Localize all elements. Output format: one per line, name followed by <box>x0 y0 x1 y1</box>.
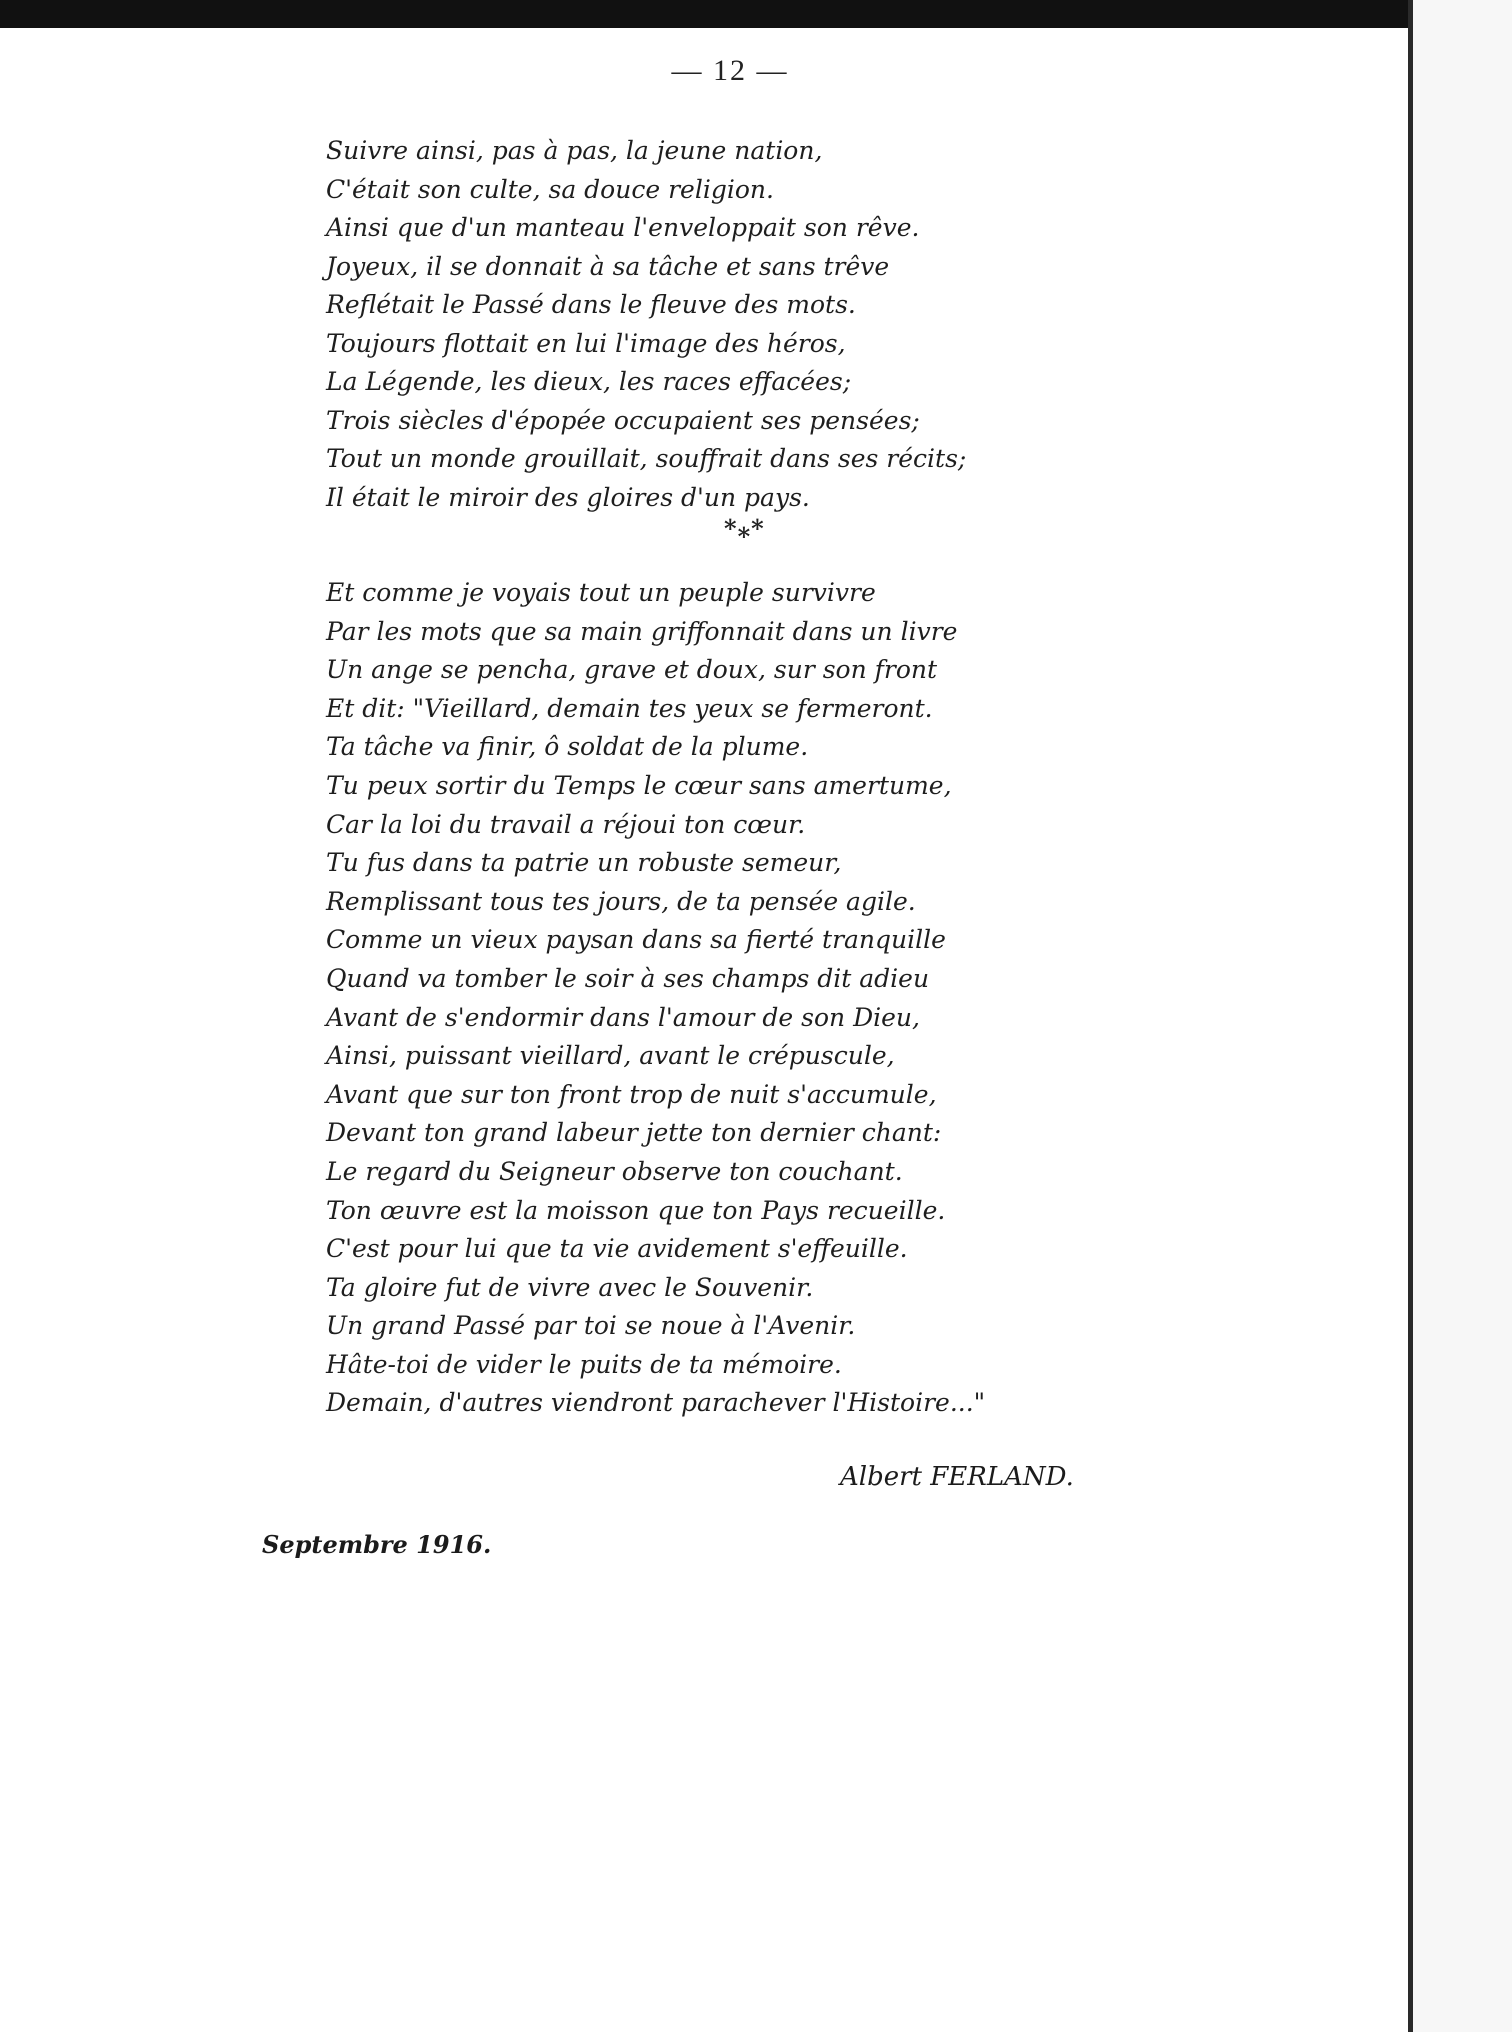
asterism-separator <box>724 514 765 551</box>
poem-line: Ta gloire fut de vivre avec le Souvenir. <box>326 1272 814 1302</box>
asterism-star: * <box>724 514 738 543</box>
poem-line: Tu fus dans ta patrie un robuste semeur, <box>326 848 842 878</box>
scan-top-border <box>0 0 1512 28</box>
poem-line: Tout un monde grouillait, souffrait dans ses récits; <box>326 444 967 473</box>
poem-stanza-2 <box>326 574 985 1423</box>
poem-line: Reflétait le Passé dans le fleuve des mots. <box>326 290 856 319</box>
poem-line: Devant ton grand labeur jette ton dernier chant: <box>326 1118 942 1148</box>
poem-line: Un grand Passé par toi se noue à l'Avenir. <box>326 1311 856 1341</box>
poem-line: Joyeux, il se donnait à sa tâche et sans trêve <box>326 251 890 281</box>
poem-line: Le regard du Seigneur observe ton couchant. <box>326 1156 903 1186</box>
poem-line: Tu peux sortir du Temps le cœur sans amertume, <box>326 770 952 800</box>
poem-line: La Légende, les dieux, les races effacées; <box>326 367 852 396</box>
poem-line: Et comme je voyais tout un peuple survivre <box>326 578 876 607</box>
poem-line: Avant que sur ton front trop de nuit s'accumule, <box>326 1079 937 1109</box>
poem-line: Comme un vieux paysan dans sa fierté tranquille <box>326 925 946 955</box>
scan-right-margin <box>1408 0 1512 2032</box>
author-signature: Albert FERLAND. <box>840 1462 1074 1492</box>
poem-line: Toujours flottait en lui l'image des héros, <box>326 328 846 358</box>
poem-line: Hâte-toi de vider le puits de ta mémoire. <box>326 1349 842 1379</box>
poem-line: Et dit: "Vieillard, demain tes yeux se fermeront. <box>326 693 933 723</box>
asterism-star: * <box>737 522 752 551</box>
poem-line: Avant de s'endormir dans l'amour de son Dieu, <box>326 1002 920 1032</box>
poem-line: C'était son culte, sa douce religion. <box>326 174 774 204</box>
poem-line: C'est pour lui que ta vie avidement s'effeuille. <box>326 1234 908 1264</box>
poem-line: Trois siècles d'épopée occupaient ses pensées; <box>326 405 920 435</box>
poem-line: Suivre ainsi, pas à pas, la jeune nation, <box>326 136 823 165</box>
asterism-star: * <box>751 514 765 543</box>
poem-stanza-1 <box>326 132 966 517</box>
poem-line: Ton œuvre est la moisson que ton Pays recueille. <box>326 1195 946 1225</box>
poem-line: Remplissant tous tes jours, de ta pensée agile. <box>326 886 916 916</box>
poem-line: Car la loi du travail a réjoui ton cœur. <box>326 809 806 839</box>
page-number: — 12 — <box>671 54 789 87</box>
poem-line: Il était le miroir des gloires d'un pays. <box>326 482 810 512</box>
poem-line: Un ange se pencha, grave et doux, sur son front <box>326 655 938 685</box>
poem-line: Ta tâche va finir, ô soldat de la plume. <box>326 732 809 762</box>
book-page <box>0 28 1403 2032</box>
poem-date: Septembre 1916. <box>262 1530 492 1559</box>
poem-line: Par les mots que sa main griffonnait dans un livre <box>326 616 958 646</box>
poem-line: Demain, d'autres viendront parachever l'Histoire..." <box>326 1388 986 1418</box>
poem-line: Ainsi que d'un manteau l'enveloppait son rêve. <box>326 213 920 242</box>
poem-line: Quand va tomber le soir à ses champs dit adieu <box>326 963 930 993</box>
poem-line: Ainsi, puissant vieillard, avant le crépuscule, <box>326 1041 895 1071</box>
